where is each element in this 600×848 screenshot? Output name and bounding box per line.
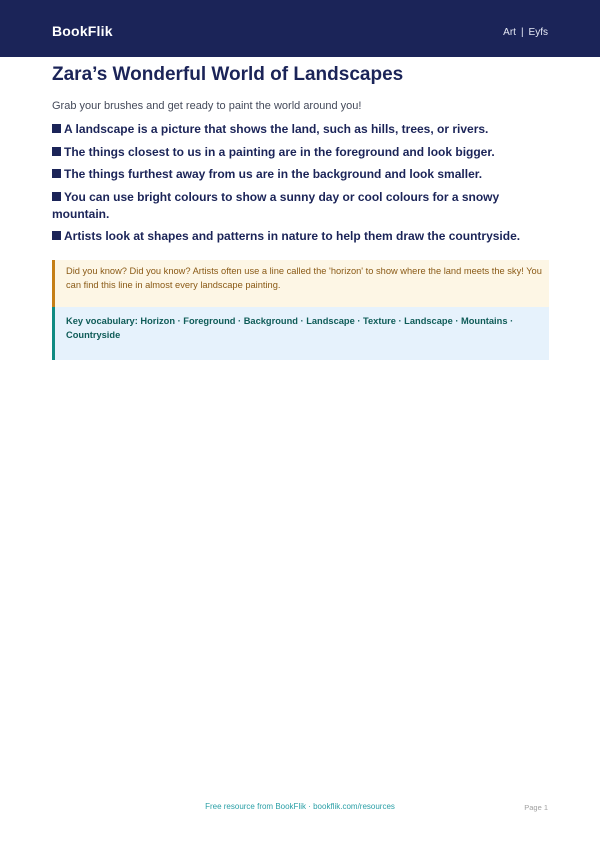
fact-text: The things furthest away from us are in the background and look smaller. xyxy=(64,167,483,181)
square-bullet-icon xyxy=(52,169,61,178)
key-vocabulary-box xyxy=(52,307,549,360)
footer-credit[interactable]: Free resource from BookFlik · bookflik.com/resources xyxy=(205,802,395,811)
vocabulary-text: Key vocabulary: Horizon · Foreground · Background · Landscape · Texture · Landscape · Mountains · Countryside xyxy=(66,316,514,340)
breadcrumb-subject[interactable]: Art xyxy=(503,27,516,38)
square-bullet-icon xyxy=(52,147,61,156)
page-title: Zara’s Wonderful World of Landscapes xyxy=(52,64,404,85)
list-item xyxy=(52,121,552,138)
square-bullet-icon xyxy=(52,192,61,201)
fact-text: A landscape is a picture that shows the land, such as hills, trees, or rivers. xyxy=(64,122,489,136)
breadcrumb-separator: | xyxy=(520,27,524,38)
fact-text: Artists look at shapes and patterns in nature to help them draw the countryside. xyxy=(64,229,521,243)
header-bar xyxy=(0,0,600,57)
callout-text: Did you know? Did you know? Artists often use a line called the 'horizon' to show where the land meets the sky! You can find this line in almost every landscape painting. xyxy=(66,266,542,290)
fact-text: You can use bright colours to show a sunny day or cool colours for a snowy mountain. xyxy=(52,189,500,221)
breadcrumb-level[interactable]: Eyfs xyxy=(528,27,548,38)
breadcrumb xyxy=(503,27,548,38)
page-number: Page 1 xyxy=(524,803,548,812)
fact-text: The things closest to us in a painting are in the foreground and look bigger. xyxy=(64,144,495,159)
square-bullet-icon xyxy=(52,124,61,133)
did-you-know-callout xyxy=(52,260,549,307)
brand-logo-text[interactable]: BookFlik xyxy=(52,23,113,39)
list-item xyxy=(52,144,552,161)
page-subtitle: Grab your brushes and get ready to paint the world around you! xyxy=(52,100,362,112)
square-bullet-icon xyxy=(52,231,61,240)
list-item xyxy=(52,228,552,245)
fact-list xyxy=(52,121,552,251)
list-item xyxy=(52,189,552,223)
list-item xyxy=(52,166,552,183)
